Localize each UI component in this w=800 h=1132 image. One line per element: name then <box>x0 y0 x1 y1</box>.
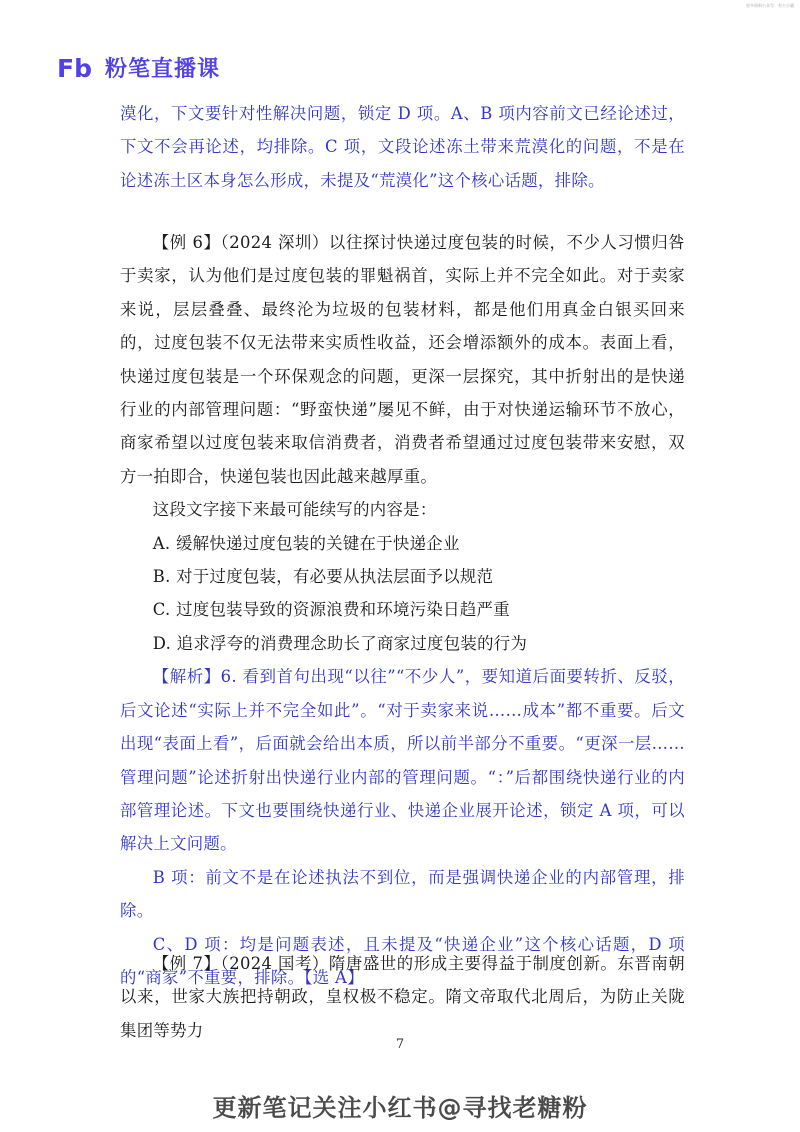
example-6-question: 这段文字接下来最可能续写的内容是： <box>152 500 437 520</box>
footer-watermark-note: 更新笔记关注小红书@寻找老糖粉 <box>212 1094 588 1122</box>
analysis-option-cd: C、D 项：均是问题表述，且未提及“快递企业”这个核心话题，D 项的“商家”不重要，排除。【选 A】 <box>120 934 685 987</box>
logo-mark-text: Fb <box>57 53 92 82</box>
option-a: A. 缓解快递过度包装的关键在于快递企业 <box>152 533 460 553</box>
intro-block <box>120 97 685 197</box>
option-c: C. 过度包装导致的资源浪费和环境污染日趋严重 <box>152 600 510 620</box>
example-6-block <box>120 226 685 994</box>
example-7-passage: 【例 7】（2024 国考）隋唐盛世的形成主要得益于制度创新。东晋南朝以来，世家大族把持朝政，皇权极不稳定。隋文帝取代北周后，为防止关陇集团等势力 <box>120 954 685 1040</box>
option-b: B. 对于过度包装，有必要从执法层面予以规范 <box>152 567 494 587</box>
brand-logo <box>57 52 220 83</box>
example-7-block <box>120 947 685 1047</box>
page-number: 7 <box>395 1037 405 1052</box>
example-6-passage: 【例 6】（2024 深圳）以往探讨快递过度包装的时候，不少人习惯归咎于卖家，认为他们是过度包装的罪魁祸首，实际上并不完全如此。对于卖家来说，层层叠叠、最终沦为垃圾的包装材料，都是他们用真金白银买回来的，过度包装不仅无法带来实质性收益，还会增添额外的成本。表面上看，快递过度包装是一个环保观念的问题，更深一层探究，其中折射出的是快递行业的内部管理问题：“野蛮快递”屡见不鲜，由于对快递运输环节不放心，商家希望以过度包装来取信消费者，消费者希望通过过度包装带来安慰，双方一拍即合，快递包装也因此越来越厚重。 <box>120 233 685 486</box>
brand-name: 粉笔直播课 <box>105 57 221 82</box>
corner-note: 更多资料公众号：有公小猫 <box>746 3 794 8</box>
analysis-option-b: B 项：前文不是在论述执法不到位，而是强调快递企业的内部管理，排除。 <box>120 867 685 921</box>
intro-paragraph: 漠化，下文要针对性解决问题，锁定 D 项。A、B 项内容前文已经论述过，下文不会再论述，均排除。C 项，文段论述冻土带来荒漠化的问题，不是在论述冻土区本身怎么形成，未提及“荒漠化”这个核心话题，排除。 <box>120 104 685 190</box>
option-d: D. 追求浮夸的消费理念助长了商家过度包装的行为 <box>152 633 528 653</box>
analysis-paragraph: 【解析】6. 看到首句出现“以往”“不少人”，要知道后面要转折、反驳，后文论述“实际上并不完全如此”。“对于卖家来说……成本”都不重要。后文出现“表面上看”，后面就会给出本质，所以前半部分不重要。“更深一层……管理问题”论述折射出快递行业内部的管理问题。“：”后都围绕快递行业的内部管理论述。下文也要围绕快递行业、快递企业展开论述，锁定 A 项，可以解决上文问题。 <box>120 667 685 854</box>
logo-mark-icon <box>57 54 97 82</box>
